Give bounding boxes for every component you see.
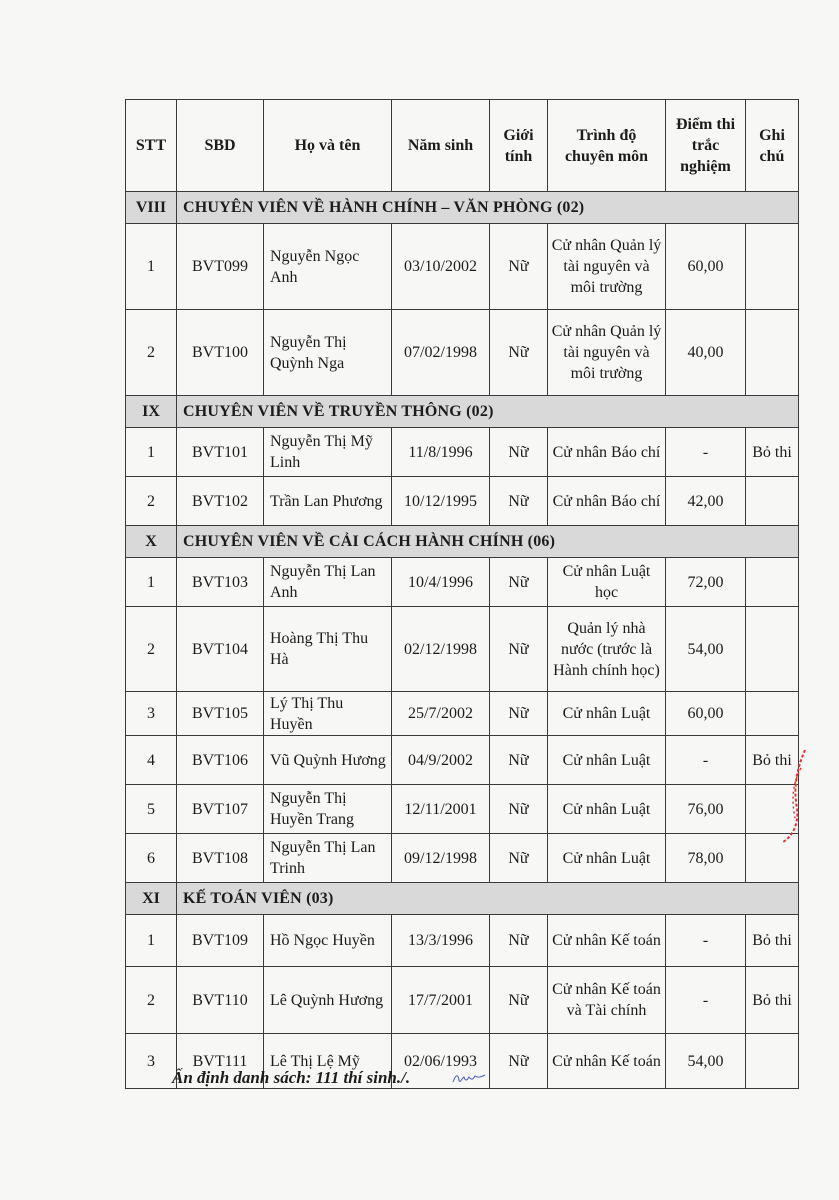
row-note: Bỏ thi <box>746 428 799 477</box>
row-dob: 10/4/1996 <box>392 558 490 607</box>
row-sbd: BVT100 <box>177 310 264 396</box>
row-sbd: BVT111 <box>177 1034 264 1089</box>
row-score: 40,00 <box>666 310 746 396</box>
row-sbd: BVT108 <box>177 834 264 883</box>
row-note: Bỏ thi <box>746 915 799 967</box>
row-dob: 07/02/1998 <box>392 310 490 396</box>
row-sbd: BVT104 <box>177 607 264 692</box>
row-note <box>746 224 799 310</box>
table-row <box>126 692 799 736</box>
header-note: Ghi chú <box>746 100 799 192</box>
row-note <box>746 558 799 607</box>
row-stt: 5 <box>126 785 177 834</box>
table-row <box>126 428 799 477</box>
table-row <box>126 607 799 692</box>
row-note: Bỏ thi <box>746 967 799 1034</box>
row-dob: 02/12/1998 <box>392 607 490 692</box>
row-stt: 1 <box>126 558 177 607</box>
row-degree: Cử nhân Kế toán và Tài chính <box>548 967 666 1034</box>
row-degree: Cử nhân Quản lý tài nguyên và môi trường <box>548 310 666 396</box>
row-name: Nguyễn Thị Lan Trinh <box>264 834 392 883</box>
row-sex: Nữ <box>490 1034 548 1089</box>
row-dob: 09/12/1998 <box>392 834 490 883</box>
row-score: 54,00 <box>666 607 746 692</box>
row-score: 54,00 <box>666 1034 746 1089</box>
row-sex: Nữ <box>490 785 548 834</box>
section-title: CHUYÊN VIÊN VỀ HÀNH CHÍNH – VĂN PHÒNG (02) <box>177 192 799 224</box>
row-score: 60,00 <box>666 224 746 310</box>
row-stt: 2 <box>126 477 177 526</box>
row-name: Hồ Ngọc Huyền <box>264 915 392 967</box>
section-title: CHUYÊN VIÊN VỀ TRUYỀN THÔNG (02) <box>177 396 799 428</box>
row-stt: 3 <box>126 1034 177 1089</box>
header-row <box>126 100 799 192</box>
row-sbd: BVT102 <box>177 477 264 526</box>
row-score: - <box>666 967 746 1034</box>
section-title: CHUYÊN VIÊN VỀ CẢI CÁCH HÀNH CHÍNH (06) <box>177 526 799 558</box>
row-degree: Cử nhân Luật <box>548 736 666 785</box>
table-row <box>126 967 799 1034</box>
row-stt: 2 <box>126 607 177 692</box>
row-stt: 1 <box>126 224 177 310</box>
row-sex: Nữ <box>490 224 548 310</box>
section-title: KẾ TOÁN VIÊN (03) <box>177 883 799 915</box>
row-note: Bỏ thi <box>746 736 799 785</box>
candidate-table <box>125 99 799 1089</box>
row-score: - <box>666 915 746 967</box>
row-dob: 03/10/2002 <box>392 224 490 310</box>
row-note <box>746 477 799 526</box>
row-note <box>746 1034 799 1089</box>
row-note <box>746 310 799 396</box>
row-name: Nguyễn Ngọc Anh <box>264 224 392 310</box>
row-sex: Nữ <box>490 967 548 1034</box>
table-row <box>126 915 799 967</box>
row-name: Trần Lan Phương <box>264 477 392 526</box>
row-dob: 12/11/2001 <box>392 785 490 834</box>
section-row <box>126 192 799 224</box>
row-dob: 10/12/1995 <box>392 477 490 526</box>
row-degree: Cử nhân Báo chí <box>548 477 666 526</box>
header-score: Điểm thi trắc nghiệm <box>666 100 746 192</box>
row-name: Nguyễn Thị Huyền Trang <box>264 785 392 834</box>
row-score: 78,00 <box>666 834 746 883</box>
row-sbd: BVT105 <box>177 692 264 736</box>
row-degree: Cử nhân Quản lý tài nguyên và môi trường <box>548 224 666 310</box>
row-name: Nguyễn Thị Mỹ Linh <box>264 428 392 477</box>
row-dob: 13/3/1996 <box>392 915 490 967</box>
header-sex: Giới tính <box>490 100 548 192</box>
section-number: X <box>126 526 177 558</box>
row-degree: Cử nhân Kế toán <box>548 915 666 967</box>
row-score: 42,00 <box>666 477 746 526</box>
row-stt: 6 <box>126 834 177 883</box>
table-row <box>126 558 799 607</box>
row-score: - <box>666 428 746 477</box>
section-row <box>126 396 799 428</box>
row-stt: 2 <box>126 967 177 1034</box>
row-stt: 2 <box>126 310 177 396</box>
row-sbd: BVT109 <box>177 915 264 967</box>
row-sbd: BVT110 <box>177 967 264 1034</box>
row-stt: 1 <box>126 915 177 967</box>
row-dob: 04/9/2002 <box>392 736 490 785</box>
row-degree: Cử nhân Luật <box>548 834 666 883</box>
row-stt: 4 <box>126 736 177 785</box>
row-score: 60,00 <box>666 692 746 736</box>
table-row <box>126 834 799 883</box>
header-degree: Trình độ chuyên môn <box>548 100 666 192</box>
row-degree: Cử nhân Luật học <box>548 558 666 607</box>
stamp-icon <box>775 748 809 844</box>
row-score: 72,00 <box>666 558 746 607</box>
row-degree: Cử nhân Báo chí <box>548 428 666 477</box>
section-number: XI <box>126 883 177 915</box>
row-name: Lý Thị Thu Huyền <box>264 692 392 736</box>
row-degree: Cử nhân Kế toán <box>548 1034 666 1089</box>
table-row <box>126 310 799 396</box>
row-sbd: BVT106 <box>177 736 264 785</box>
row-dob: 02/06/1993 <box>392 1034 490 1089</box>
header-sbd: SBD <box>177 100 264 192</box>
row-name: Hoàng Thị Thu Hà <box>264 607 392 692</box>
row-sex: Nữ <box>490 834 548 883</box>
row-sbd: BVT099 <box>177 224 264 310</box>
row-note <box>746 692 799 736</box>
row-degree: Cử nhân Luật <box>548 692 666 736</box>
signature-icon <box>452 1068 486 1086</box>
row-degree: Quản lý nhà nước (trước là Hành chính học) <box>548 607 666 692</box>
row-dob: 25/7/2002 <box>392 692 490 736</box>
row-sbd: BVT101 <box>177 428 264 477</box>
row-sbd: BVT103 <box>177 558 264 607</box>
row-dob: 17/7/2001 <box>392 967 490 1034</box>
section-number: VIII <box>126 192 177 224</box>
row-stt: 3 <box>126 692 177 736</box>
row-stt: 1 <box>126 428 177 477</box>
row-sex: Nữ <box>490 558 548 607</box>
row-name: Vũ Quỳnh Hương <box>264 736 392 785</box>
row-name: Nguyễn Thị Lan Anh <box>264 558 392 607</box>
row-sex: Nữ <box>490 477 548 526</box>
table-row <box>126 785 799 834</box>
row-sex: Nữ <box>490 310 548 396</box>
row-sex: Nữ <box>490 736 548 785</box>
section-number: IX <box>126 396 177 428</box>
table-row <box>126 224 799 310</box>
row-score: 76,00 <box>666 785 746 834</box>
row-name: Lê Thị Lệ Mỹ <box>264 1034 392 1089</box>
header-stt: STT <box>126 100 177 192</box>
table-row <box>126 736 799 785</box>
row-degree: Cử nhân Luật <box>548 785 666 834</box>
row-name: Lê Quỳnh Hương <box>264 967 392 1034</box>
section-row <box>126 883 799 915</box>
table-row <box>126 477 799 526</box>
row-sex: Nữ <box>490 915 548 967</box>
row-note <box>746 607 799 692</box>
row-sex: Nữ <box>490 428 548 477</box>
footer-note: Ấn định danh sách: 111 thí sinh./. <box>172 1068 411 1087</box>
header-name: Họ và tên <box>264 100 392 192</box>
table-body <box>126 192 799 1089</box>
row-sex: Nữ <box>490 607 548 692</box>
row-dob: 11/8/1996 <box>392 428 490 477</box>
header-dob: Năm sinh <box>392 100 490 192</box>
row-sbd: BVT107 <box>177 785 264 834</box>
row-name: Nguyễn Thị Quỳnh Nga <box>264 310 392 396</box>
row-score: - <box>666 736 746 785</box>
row-sex: Nữ <box>490 692 548 736</box>
section-row <box>126 526 799 558</box>
